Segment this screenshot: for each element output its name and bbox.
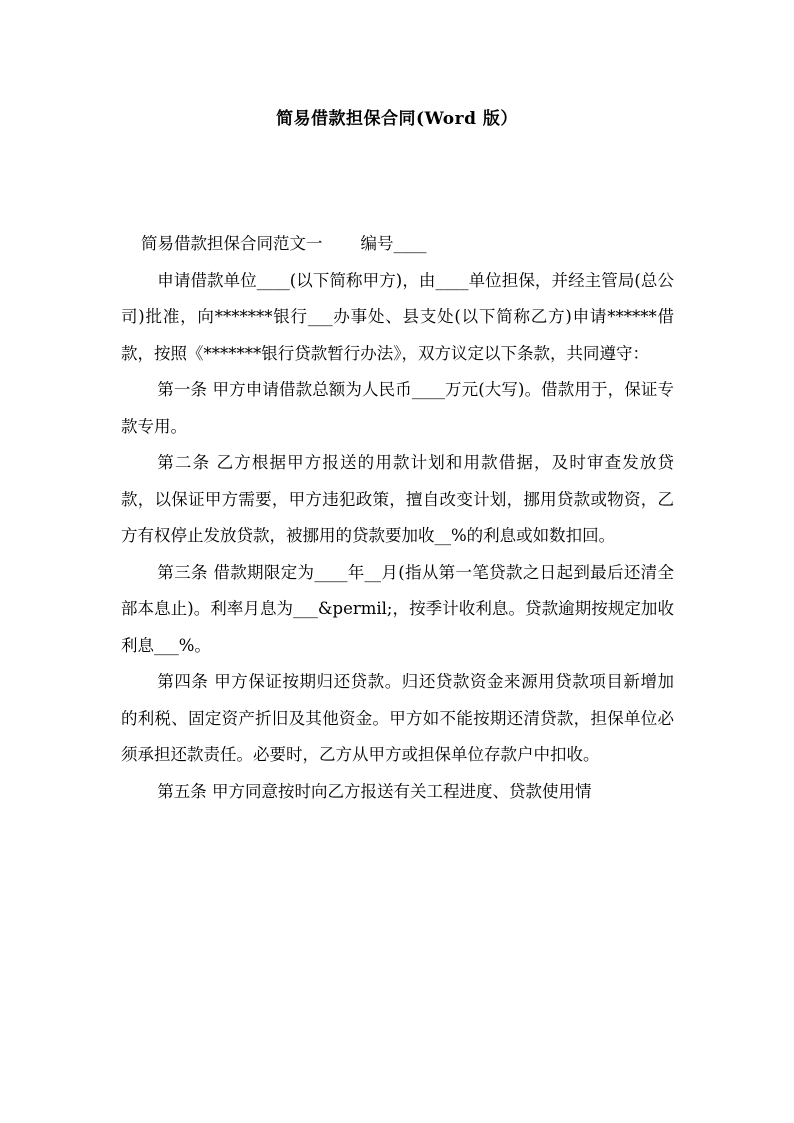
paragraph-article-4: 第四条 甲方保证按期归还贷款。归还贷款资金来源用贷款项目新增加的利税、固定资产折旧及其他资金。甲方如不能按期还清贷款，担保单位必须承担还款责任。必要时，乙方从甲方或担保单位存款户中扣收。 — [121, 672, 674, 764]
document-number: 编号____ — [360, 234, 427, 253]
paragraph-article-3: 第三条 借款期限定为____年__月(指从第一笔贷款之日起到最后还清全部本息止)。利率月息为___&permil;，按季计收利息。贷款逾期按规定加收利息___%。 — [121, 562, 674, 655]
paragraph-article-1: 第一条 甲方申请借款总额为人民币____万元(大写)。借款用于，保证专款专用。 — [121, 380, 674, 436]
subtitle-line — [121, 226, 674, 263]
document-subtitle: 简易借款担保合同范文一 — [141, 234, 323, 253]
paragraph-article-2: 第二条 乙方根据甲方报送的用款计划和用款借据，及时审查发放贷款，以保证甲方需要，甲方违犯政策，擅自改变计划，挪用贷款或物资，乙方有权停止发放贷款，被挪用的贷款要加收__%的利息或如数扣回。 — [121, 453, 674, 545]
paragraph-article-5: 第五条 甲方同意按时向乙方报送有关工程进度、贷款使用情 — [157, 781, 592, 801]
document-body — [121, 226, 674, 810]
paragraph-intro: 申请借款单位____(以下简称甲方)，由____单位担保，并经主管局(总公司)批准，向*******银行___办事处、县支处(以下简称乙方)申请******借款，按照《*******银行贷款暂行办法》，双方议定以下条款，共同遵守： — [121, 270, 674, 363]
document-title: 简易借款担保合同(Word 版） — [276, 109, 518, 129]
